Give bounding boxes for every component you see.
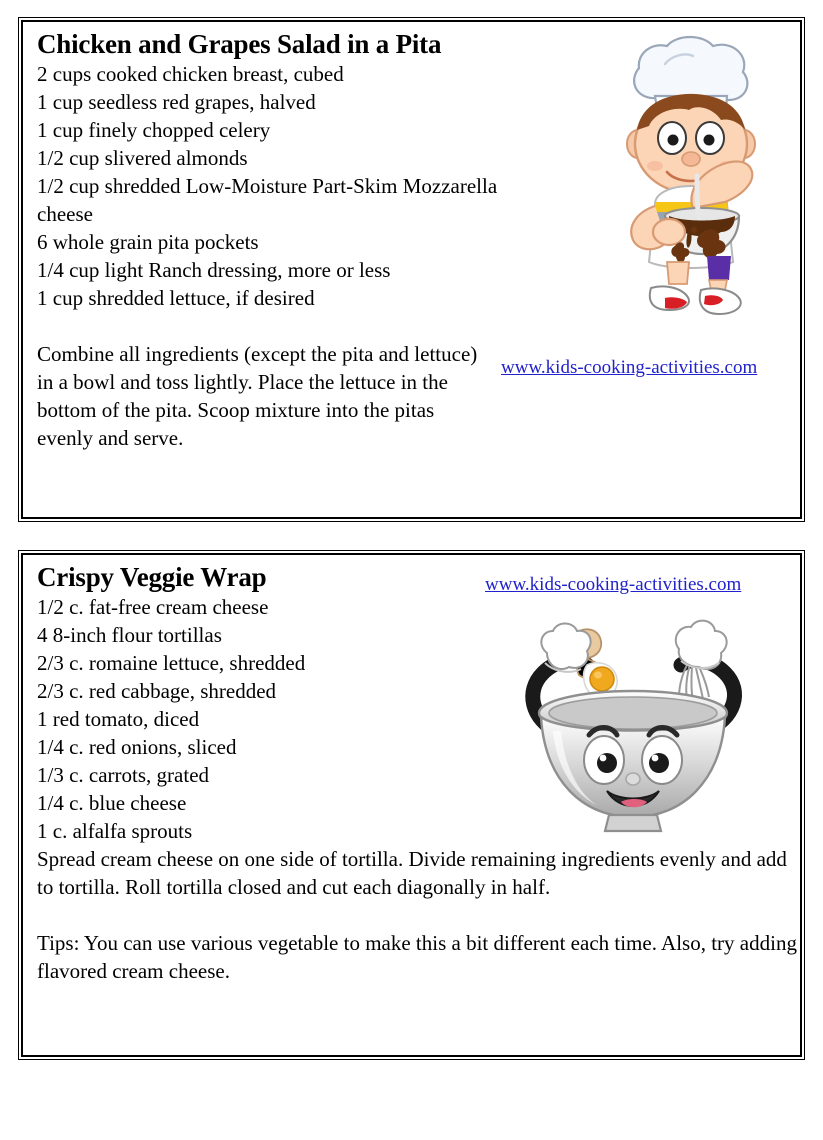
ingredient-list <box>37 60 788 312</box>
ingredient-item: 1/4 c. blue cheese <box>37 791 187 815</box>
ingredient-item: 1/2 cup shredded Low-Moisture Part-Skim Mozzarella <box>37 174 498 198</box>
recipe-card-chicken-grapes-salad <box>18 17 805 522</box>
recipe-card-content <box>23 555 800 1055</box>
ingredient-item: 1 cup finely chopped celery <box>37 118 271 142</box>
recipe-title: Crispy Veggie Wrap <box>37 562 267 592</box>
website-link[interactable]: www.kids-cooking-activities.com <box>485 574 742 595</box>
recipe-card-inner-border <box>21 553 802 1057</box>
recipe-card-content <box>23 22 800 517</box>
ingredient-item: 1/2 cup slivered almonds <box>37 146 248 170</box>
ingredient-item: 1/2 c. fat-free cream cheese <box>37 595 269 619</box>
recipe-instructions: Spread cream cheese on one side of tortilla. Divide remaining ingredients evenly and add to tortilla. Roll tortilla closed and cut each diagonally in half. <box>37 847 787 899</box>
ingredient-list <box>37 593 788 845</box>
ingredient-item: 2/3 c. red cabbage, shredded <box>37 679 277 703</box>
ingredient-item: 1/3 c. carrots, grated <box>37 763 210 787</box>
ingredient-item: 1 red tomato, diced <box>37 707 200 731</box>
ingredient-item-continued: cheese <box>37 202 93 226</box>
recipe-title: Chicken and Grapes Salad in a Pita <box>37 29 442 59</box>
recipe-card-inner-border <box>21 20 802 519</box>
ingredient-item: 4 8-inch flour tortillas <box>37 623 222 647</box>
recipe-instructions: Combine all ingredients (except the pita and lettuce) in a bowl and toss lightly. Place the lettuce in the bottom of the pita. Scoop mixture into the pitas evenly and serve. <box>37 342 478 450</box>
ingredient-item: 2 cups cooked chicken breast, cubed <box>37 62 344 86</box>
ingredient-item: 1 cup seedless red grapes, halved <box>37 90 316 114</box>
ingredient-item: 6 whole grain pita pockets <box>37 230 259 254</box>
website-link[interactable]: www.kids-cooking-activities.com <box>501 357 758 378</box>
ingredient-item: 1 c. alfalfa sprouts <box>37 819 193 843</box>
ingredient-item: 2/3 c. romaine lettuce, shredded <box>37 651 306 675</box>
ingredient-item: 1 cup shredded lettuce, if desired <box>37 286 315 310</box>
recipe-tips: Tips: You can use various vegetable to make this a bit different each time. Also, try adding flavored cream cheese. <box>37 931 797 983</box>
ingredient-item: 1/4 c. red onions, sliced <box>37 735 237 759</box>
ingredient-item: 1/4 cup light Ranch dressing, more or less <box>37 258 391 282</box>
recipe-card-crispy-veggie-wrap <box>18 550 805 1060</box>
